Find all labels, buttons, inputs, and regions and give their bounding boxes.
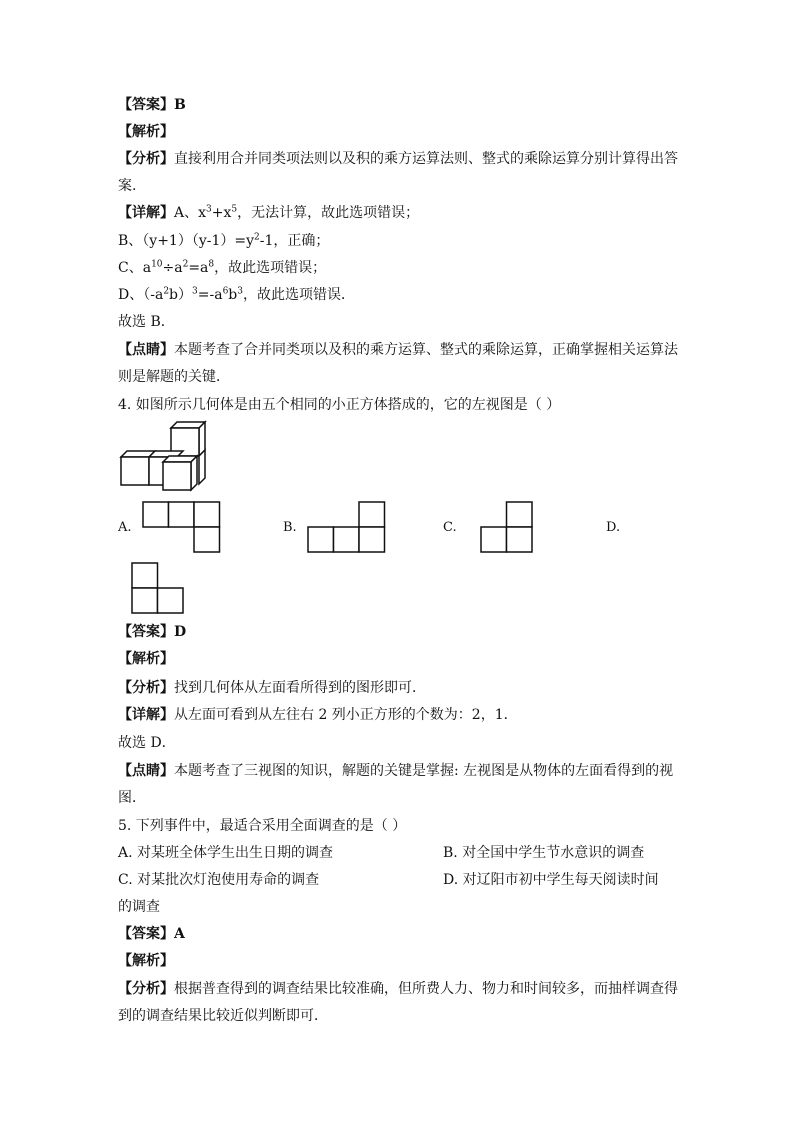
q4-question: 4. 如图所示几何体是由五个相同的小正方体搭成的，它的左视图是（ ） bbox=[118, 397, 561, 413]
q5-option-c: C. 对某批次灯泡使用寿命的调查 bbox=[118, 872, 320, 888]
q4-conclusion: 故选 D． bbox=[118, 735, 176, 751]
q4-dianjing-cont: 图． bbox=[118, 790, 146, 806]
q4-option-b-label: B. bbox=[283, 520, 297, 535]
q5-option-a: A. 对某班全体学生出生日期的调查 bbox=[118, 845, 334, 861]
q4-option-d-figure bbox=[131, 562, 187, 614]
q5-option-b: B. 对全国中学生节水意识的调查 bbox=[443, 845, 645, 861]
q4-analysis-tag: 【解析】 bbox=[118, 651, 174, 667]
answer-value: B bbox=[174, 97, 186, 113]
q3-detail-a: 【详解】A、$x^3+x^5$，无法计算，故此选项错误； bbox=[118, 204, 420, 221]
dianjing-tag: 【点睛】 bbox=[118, 342, 174, 358]
q4-solid-figure bbox=[115, 420, 215, 495]
q4-answer-line: 【答案】D bbox=[118, 624, 187, 640]
q4-option-b-figure bbox=[307, 501, 387, 553]
q3-conclusion: 故选 B． bbox=[118, 314, 175, 330]
q5-option-d: D. 对辽阳市初中学生每天阅读时间 bbox=[443, 872, 659, 888]
answer-tag: 【答案】 bbox=[118, 97, 174, 113]
detail-tag: 【详解】 bbox=[118, 205, 174, 221]
q3-detail-c: C、$a^{10}\div a^2=a^8$，故此选项错误； bbox=[118, 259, 327, 276]
q3-analysis-tag: 【解析】 bbox=[118, 124, 174, 140]
q4-option-a-label: A. bbox=[118, 520, 132, 535]
q3-detail-b: B、$(y+1)(y-1)=y^2-1$，正确； bbox=[118, 232, 330, 249]
fenxi-tag: 【分析】 bbox=[118, 151, 174, 167]
q5-fenxi-cont: 到的调查结果比较近似判断即可． bbox=[118, 1008, 328, 1024]
q5-option-d-cont: 的调查 bbox=[118, 899, 160, 915]
q5-fenxi-line: 【分析】根据普查得到的调查结果比较准确，但所费人力、物力和时间较多，而抽样调查得 bbox=[118, 981, 678, 997]
q3-fenxi-line bbox=[118, 150, 678, 168]
q4-option-c-figure bbox=[480, 501, 535, 553]
q4-option-c-label: C. bbox=[443, 520, 457, 535]
fenxi-text: 直接利用合并同类项法则以及积的乘方运算法则、整式的乘除运算分别计算得出答 bbox=[174, 151, 678, 167]
q5-question: 5. 下列事件中，最适合采用全面调查的是（ ） bbox=[118, 818, 407, 834]
q4-dianjing-line: 【点睛】本题考查了三视图的知识，解题的关键是掌握: 左视图是从物体的左面看得到的视 bbox=[118, 763, 674, 779]
q4-option-a-figure bbox=[142, 501, 222, 553]
q4-detail-line: 【详解】从左面可看到从左往右 2 列小正方形的个数为：2，1． bbox=[118, 707, 518, 723]
q3-dianjing-cont: 则是解题的关键． bbox=[118, 369, 230, 385]
q5-analysis-tag: 【解析】 bbox=[118, 953, 174, 969]
q3-fenxi-cont: 案. bbox=[118, 178, 137, 194]
q5-answer-line: 【答案】A bbox=[118, 926, 185, 942]
q3-dianjing-line: 【点睛】本题考查了合并同类项以及积的乘方运算、整式的乘除运算，正确掌握相关运算法 bbox=[118, 342, 678, 358]
q4-option-d-label: D. bbox=[606, 520, 621, 535]
q3-detail-d: D、$(-a^2b)^3=-a^6b^3$，故此选项错误． bbox=[118, 286, 355, 303]
q4-fenxi-line: 【分析】找到几何体从左面看所得到的图形即可． bbox=[118, 680, 426, 696]
q3-answer-line bbox=[118, 96, 186, 114]
